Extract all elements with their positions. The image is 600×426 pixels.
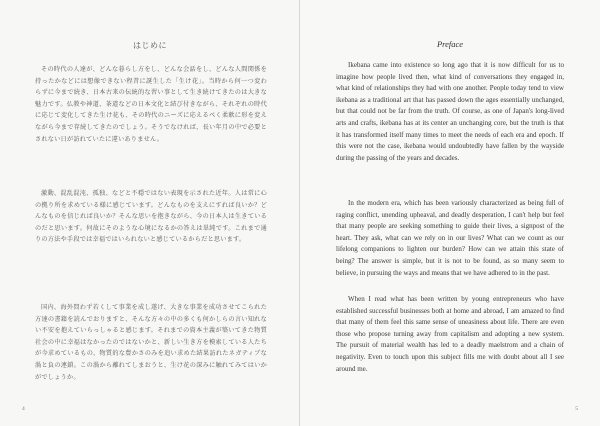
page-title-japanese: はじめに (133, 41, 167, 50)
japanese-paragraph-3: 国内、海外問わず若くして事業を成し遂げ、大きな事業を成功させてこられた方達の書籍を読んでおりますと、そんな方々の中の多くも何かしらの言い知れない不安を抱えていらっしゃると感じます。それまでの資本主義が築いてきた物質社会の中に幸福はなかったのではないかと、新しい生き方を模索している人たちが今求めているもの、物質的な豊かさのみを追い求めた結果訪れたネガティブな渦と負の連鎖。この渦から離れてしまおうと、生け花の深みに触れてみてはいかがでしょうか。 (35, 304, 267, 381)
english-paragraph-1: Ikebana came into existence so long ago that it is now difficult for us to imagine how people lived then, what kind of conversations they engaged in, what kind of relationships they had with one another. People today tend to view ikebana as a traditional art that has passed down the ages essentially unchanged, but that could not be far from the truth. Of course, as one of Japan's long-lived arts and crafts, ikebana has at its center an unchanging core, but the truth is that it has transformed itself many times to meet the needs of each era and epoch. If this were not the case, ikebana would undoubtedly have fallen by the wayside during the passing of the years and decades. (336, 61, 564, 162)
page-number-left: 4 (22, 406, 25, 412)
japanese-paragraph-2: 激動、混乱混沌、孤独、などと不穏ではない表現を示された近年。人は常に心の拠り所を求めている様に感じています。どんなものを支えにすれば良いか？どんなものを信じれば良いか？そんな思いを抱きながら、今の日本人は生きているのだと思います。何故にそのような心境になるかの答えは単純です。これまで通りの方法や手段では幸福ではいられないと感じているからだと思います。 (35, 190, 267, 244)
english-paragraph-2: In the modern era, which has been variously characterized as being full of raging conflict, unending upheaval, and deadly desperation, I can't help but feel that many people are seeking something to guide their lives, a signpost of the heart. They ask, what can we rely on in our lives? What can we count as our lifelong companions to lighten our burden? How can we attain this state of being? The answer is simple, but it is not to be found, as so many seem to believe, in pursuing the ways and means that we have adhered to in the past. (336, 199, 564, 277)
english-paragraph-3: When I read what has been written by young entrepreneurs who have established successful businesses both at home and abroad, I am amazed to find that many of them feel this same sense of uneasiness about life. There are even those who propose turning away from capitalism and adopting a new system. The pursuit of material wealth has led to a deadly maelstrom and a chain of negativity. Even to touch upon this subject fills me with doubt about all I see around me. (336, 295, 564, 373)
page-number-right: 5 (575, 406, 578, 412)
page-title-english: Preface (436, 39, 464, 49)
right-page-english (300, 0, 600, 426)
japanese-paragraph-1: その時代の人達が、どんな暮らし方をし、どんな会話をし、どんな人間関係を持ったかなどには想像できない程昔に誕生した「生け花」。当時から何一つ変わらずに今まで続き、日本古来の伝統的な習い事として生き続けてきたのは大きな魅力です。仏教や神道、茶道などの日本文化と結び付きながら、それぞれの時代に応じて変化してきた生け花も、その時代のニーズに応えるべく柔軟に形を変えながら今まで存続してきたのでしょう。そうでなければ、長い年月の中で必要とされない日が訪れていたに違いありません。 (35, 66, 267, 143)
